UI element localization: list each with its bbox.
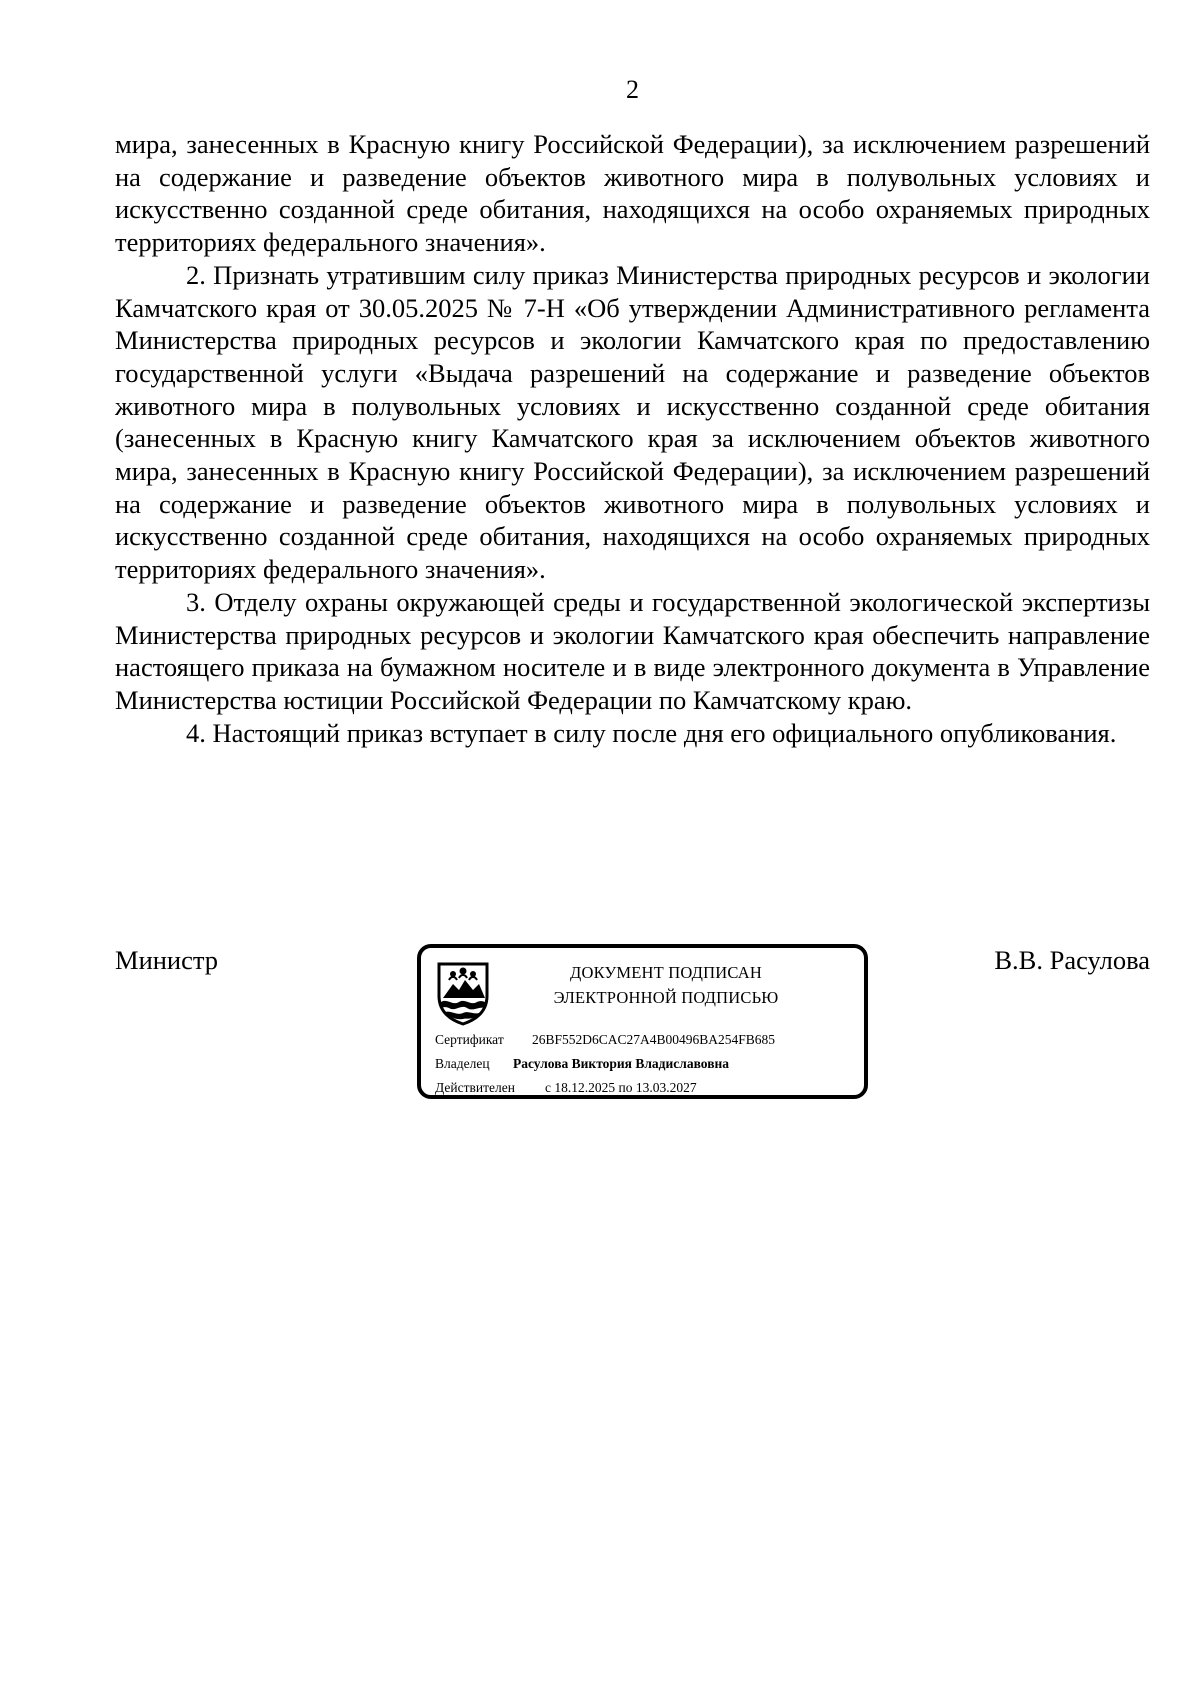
paragraph-item-4: 4. Настоящий приказ вступает в силу после дня его официального опубликования. (186, 717, 1117, 748)
kamchatka-coat-of-arms-icon (435, 958, 491, 1026)
stamp-certificate-row (435, 1028, 855, 1052)
page-number: 2 (626, 75, 639, 104)
stamp-validity-row (435, 1076, 855, 1100)
paragraph-item-3: 3. Отделу охраны окружающей среды и государственной экологической экспертизы Министерства природных ресурсов и экологии Камчатского края обеспечить направление настоящего приказа на бумажном носителе и в виде электронного документа в Управление Министерства юстиции Российской Федерации по Камчатскому краю. (115, 586, 1150, 715)
certificate-value: 26BF552D6CAC27A4B00496BA254FB685 (532, 1032, 776, 1047)
validity-label: Действителен (435, 1080, 515, 1095)
signer-title: Министр (115, 945, 219, 975)
signature-block (115, 944, 1150, 1104)
certificate-label: Сертификат (435, 1032, 504, 1047)
stamp-details (435, 1028, 855, 1100)
paragraph-continuation: мира, занесенных в Красную книгу Российской Федерации), за исключением разрешений на содержание и разведение объектов животного мира в полувольных условиях и искусственно созданной среде обитания, находящихся на особо охраняемых природных территориях федерального значения». (115, 129, 1150, 258)
stamp-heading (501, 960, 831, 1010)
electronic-signature-stamp (417, 944, 868, 1099)
stamp-heading-line-2: ЭЛЕКТРОННОЙ ПОДПИСЬЮ (553, 988, 779, 1007)
validity-value: с 18.12.2025 по 13.03.2027 (545, 1080, 697, 1095)
paragraph-item-2: 2. Признать утратившим силу приказ Министерства природных ресурсов и экологии Камчатского края от 30.05.2025 № 7-Н «Об утверждении Административного регламента Министерства природных ресурсов и экологии Камчатского края по предоставлению государственной услуги «Выдача разрешений на содержание и разведение объектов животного мира в полувольных условиях и искусственно созданной среде обитания (занесенных в Красную книгу Камчатского края за исключением объектов животного мира, занесенных в Красную книгу Российской Федерации), за исключением разрешений на содержание и разведение объектов животного мира в полувольных условиях и искусственно созданной среде обитания, находящихся на особо охраняемых природных территориях федерального значения». (115, 259, 1150, 585)
document-body (115, 128, 1150, 749)
owner-label: Владелец (435, 1056, 490, 1071)
stamp-owner-row (435, 1052, 855, 1076)
signer-name: В.В. Расулова (994, 945, 1150, 975)
stamp-heading-line-1: ДОКУМЕНТ ПОДПИСАН (570, 963, 762, 982)
owner-value: Расулова Виктория Владиславовна (513, 1056, 730, 1071)
